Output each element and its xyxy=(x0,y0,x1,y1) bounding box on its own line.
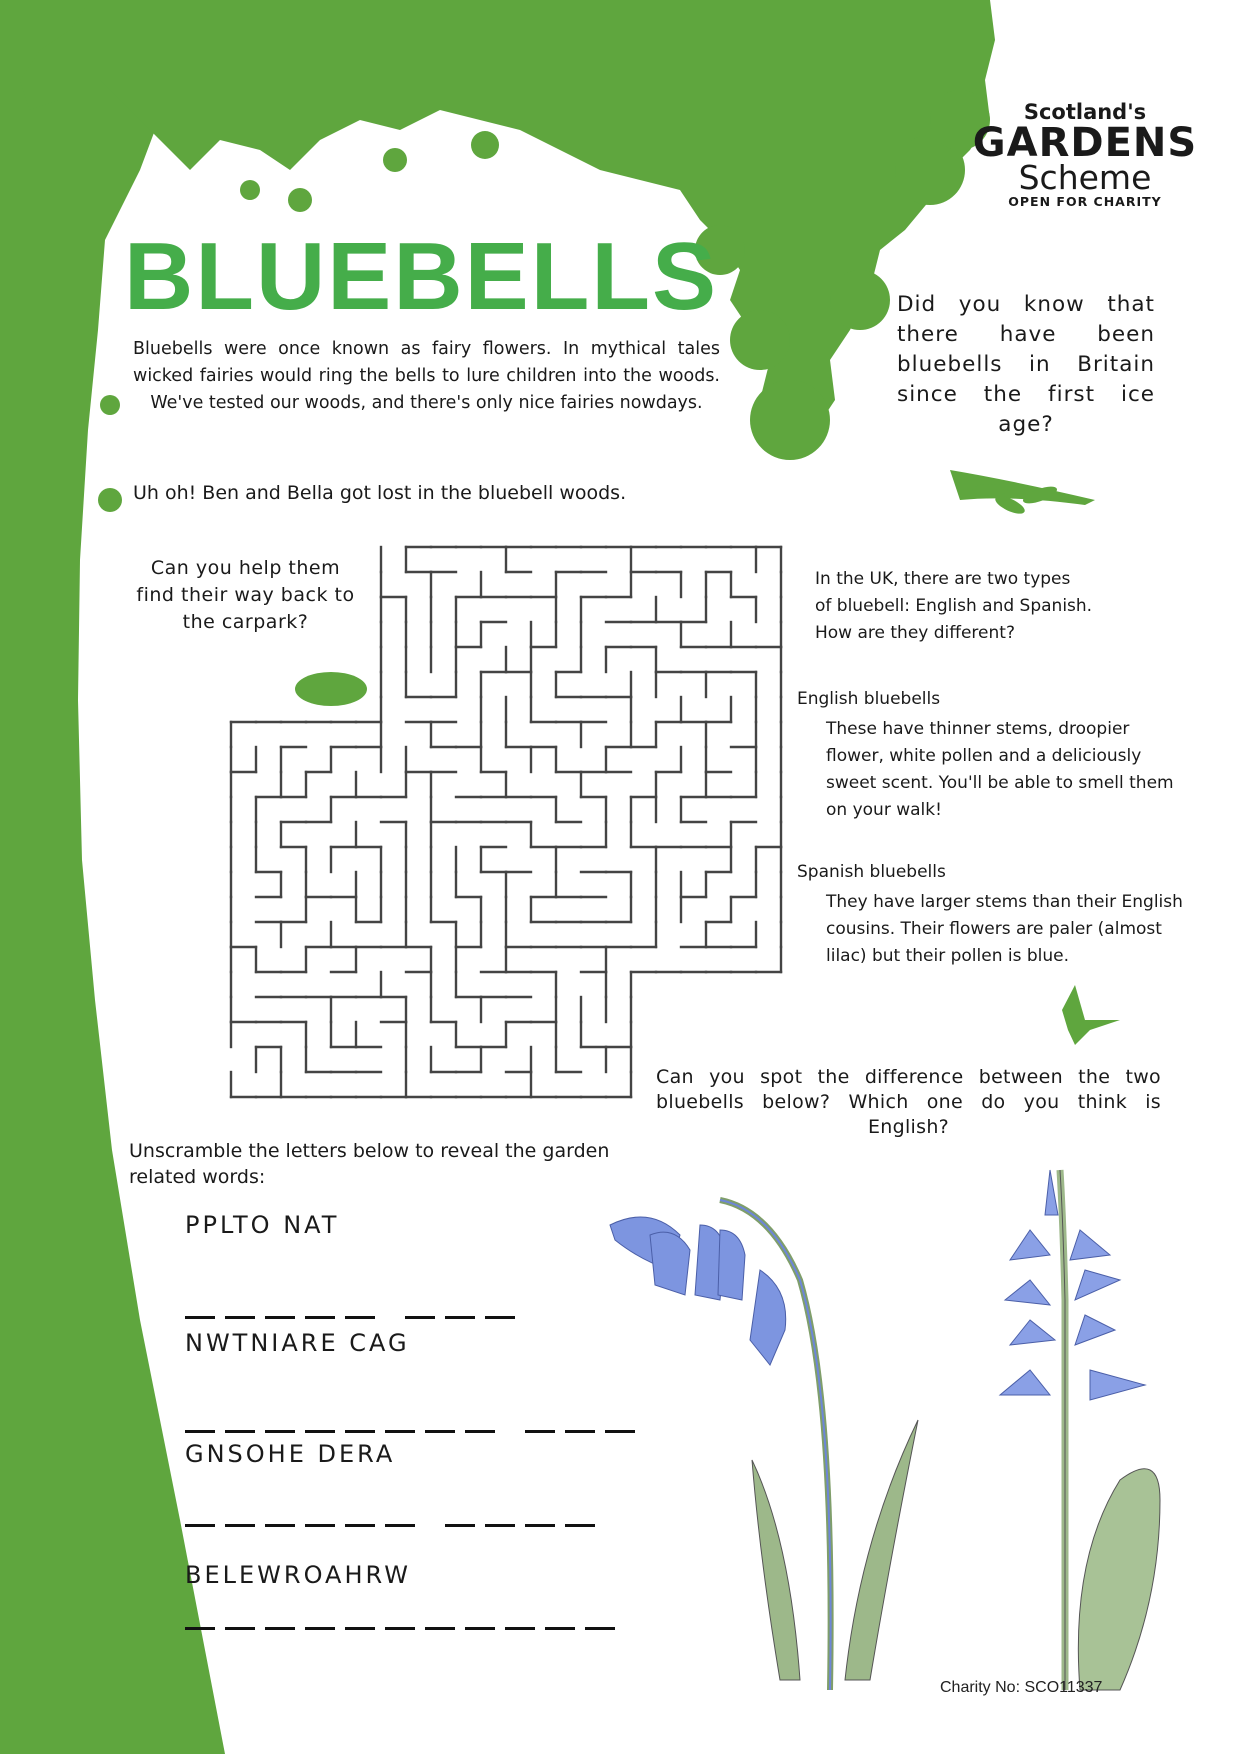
types-intro-line: How are they different? xyxy=(815,623,1015,643)
letter-blank[interactable] xyxy=(185,1524,215,1527)
answer-blanks[interactable] xyxy=(185,1524,595,1527)
did-you-know-fact: Did you know that there have been bluebells in Britain since the first ice age? xyxy=(897,292,1155,437)
spanish-bluebell-drawing xyxy=(1000,1170,1160,1690)
scrambled-word: PPLTO NAT xyxy=(185,1211,340,1239)
letter-blank[interactable] xyxy=(385,1524,415,1527)
letter-blank[interactable] xyxy=(525,1430,555,1433)
answer-blanks[interactable] xyxy=(185,1316,515,1319)
letter-blank[interactable] xyxy=(265,1627,295,1630)
letter-blank[interactable] xyxy=(565,1524,595,1527)
letter-blank[interactable] xyxy=(225,1430,255,1433)
letter-blank[interactable] xyxy=(345,1430,375,1433)
scotlands-gardens-scheme-logo xyxy=(965,100,1205,209)
letter-blank[interactable] xyxy=(345,1524,375,1527)
letter-blank[interactable] xyxy=(225,1316,255,1319)
moth-icon xyxy=(1062,985,1120,1045)
blank-group[interactable] xyxy=(445,1524,595,1527)
charity-number: Charity No: SCO11337 xyxy=(940,1679,1103,1696)
letter-blank[interactable] xyxy=(345,1627,375,1630)
letter-blank[interactable] xyxy=(305,1524,335,1527)
answer-blanks[interactable] xyxy=(185,1627,615,1630)
logo-line: OPEN FOR CHARITY xyxy=(1008,194,1162,209)
english-heading: English bluebells xyxy=(797,689,941,709)
blank-group[interactable] xyxy=(405,1316,515,1319)
blank-group[interactable] xyxy=(185,1524,415,1527)
letter-blank[interactable] xyxy=(225,1524,255,1527)
letter-blank[interactable] xyxy=(405,1316,435,1319)
leaf-sprig-icon xyxy=(950,470,1095,517)
maze-intro: Uh oh! Ben and Bella got lost in the bluebell woods. xyxy=(133,482,627,504)
letter-blank[interactable] xyxy=(445,1524,475,1527)
page-title: BLUEBELLS xyxy=(124,223,718,330)
letter-blank[interactable] xyxy=(585,1627,615,1630)
letter-blank[interactable] xyxy=(425,1430,455,1433)
letter-blank[interactable] xyxy=(185,1316,215,1319)
spot-difference-prompt: Can you spot the difference between the two bluebells below? Which one do you think is English? xyxy=(656,1066,1161,1138)
letter-blank[interactable] xyxy=(465,1627,495,1630)
scrambled-word: BELEWROAHRW xyxy=(185,1561,411,1589)
letter-blank[interactable] xyxy=(445,1316,475,1319)
letter-blank[interactable] xyxy=(425,1627,455,1630)
hedgehog-icon xyxy=(295,672,367,706)
types-intro-line: of bluebell: English and Spanish. xyxy=(815,596,1093,616)
blank-group[interactable] xyxy=(185,1627,615,1630)
letter-blank[interactable] xyxy=(345,1316,375,1319)
letter-blank[interactable] xyxy=(485,1316,515,1319)
letter-blank[interactable] xyxy=(225,1627,255,1630)
letter-blank[interactable] xyxy=(185,1627,215,1630)
letter-blank[interactable] xyxy=(185,1430,215,1433)
letter-blank[interactable] xyxy=(385,1430,415,1433)
english-body: These have thinner stems, droopier flower, white pollen and a deliciously sweet scent. You'll be able to smell them on your walk! xyxy=(826,719,1174,820)
letter-blank[interactable] xyxy=(305,1430,335,1433)
letter-blank[interactable] xyxy=(265,1524,295,1527)
letter-blank[interactable] xyxy=(385,1627,415,1630)
types-intro-line: In the UK, there are two types xyxy=(815,569,1071,589)
scrambled-word: GNSOHE DERA xyxy=(185,1440,396,1468)
letter-blank[interactable] xyxy=(505,1627,535,1630)
letter-blank[interactable] xyxy=(265,1430,295,1433)
letter-blank[interactable] xyxy=(565,1430,595,1433)
unscramble-instruction: Unscramble the letters below to reveal the garden related words: xyxy=(129,1140,610,1188)
spanish-body: They have larger stems than their English cousins. Their flowers are paler (almost lilac) but their pollen is blue. xyxy=(826,892,1183,966)
blank-group[interactable] xyxy=(185,1316,375,1319)
letter-blank[interactable] xyxy=(265,1316,295,1319)
types-intro xyxy=(815,566,1145,647)
maze-prompt: Can you help them find their way back to the carpark? xyxy=(136,557,355,633)
letter-blank[interactable] xyxy=(305,1627,335,1630)
letter-blank[interactable] xyxy=(525,1524,555,1527)
letter-blank[interactable] xyxy=(485,1524,515,1527)
logo-line: Scotland's xyxy=(1023,100,1147,124)
blank-group[interactable] xyxy=(185,1430,495,1433)
letter-blank[interactable] xyxy=(605,1430,635,1433)
intro-paragraph: Bluebells were once known as fairy flowers. In mythical tales wicked fairies would ring the bells to lure children into the woods. We've tested our woods, and there's only nice fairies nowdays. xyxy=(133,339,720,413)
logo-line: GARDENS xyxy=(972,120,1198,166)
scrambled-word: NWTNIARE CAG xyxy=(185,1329,410,1357)
english-bluebell-drawing xyxy=(610,1200,918,1690)
letter-blank[interactable] xyxy=(545,1627,575,1630)
answer-blanks[interactable] xyxy=(185,1430,635,1433)
letter-blank[interactable] xyxy=(465,1430,495,1433)
blank-group[interactable] xyxy=(525,1430,635,1433)
spanish-heading: Spanish bluebells xyxy=(797,862,946,882)
logo-line: Scheme xyxy=(1018,158,1152,197)
letter-blank[interactable] xyxy=(305,1316,335,1319)
